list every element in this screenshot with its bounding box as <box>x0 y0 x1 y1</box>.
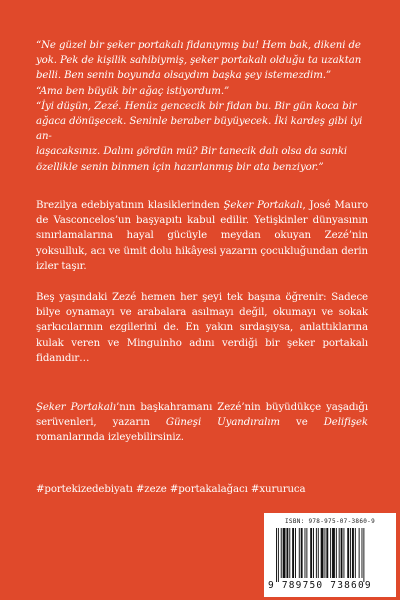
ean-digits: 9 789750 738609 <box>268 580 372 591</box>
barcode-icon <box>276 528 384 582</box>
description-paragraph-2 <box>36 290 368 366</box>
paragraph-text: ’nın başkahramanı Zezé’nin büyüdükçe yaşadığı serüvenleri, yazarın <box>36 402 368 429</box>
paragraph-text: Beş yaşındaki Zezé hemen her şeyi tek başına öğrenir: Sadece bilye oynamayı ve arabalara asılmayı değil, okumayı ve sokak şarkıcılarının ezgilerini de. En yakın sırdaşıysa, anlattıklarına kulak veren ve Minguinho adını verdiği bir şeker portakalı fidanıdır… <box>36 292 368 364</box>
paragraph-text: romanlarında izleyebilirsiniz. <box>36 432 184 444</box>
quote-block <box>36 38 368 175</box>
description-paragraph-3 <box>36 400 368 446</box>
quote-line: “Ne güzel bir şeker portakalı fidanıymış bu! Hem bak, dikeni de <box>36 40 361 51</box>
isbn-text: ISBN: 978-975-07-3860-9 <box>285 518 375 525</box>
hashtags: #portekizedebiyatı #zeze #portakalağacı #xururuca <box>36 484 306 495</box>
quote-line: “İyi düşün, Zezé. Henüz gencecik bir fidan bu. Bir gün koca bir <box>36 100 357 112</box>
quote-line: belli. Ben senin boyunda olsaydım başka şey istemezdim.” <box>36 70 331 82</box>
book-title: Güneşi Uyandıralım <box>165 417 280 429</box>
book-title: Şeker Portakalı <box>36 402 117 413</box>
barcode-label <box>264 513 396 597</box>
book-title: Delifişek <box>323 417 368 429</box>
quote-line: ağaca dönüşecek. Seninle beraber büyüyecek. İki kardeş gibi iyi an- <box>36 116 363 143</box>
quote-line: laşacaksınız. Dalını gördün mü? Bir tanecik dalı olsa da sanki <box>36 146 348 158</box>
paragraph-text: ve <box>279 417 324 429</box>
quote-line: “Ama ben büyük bir ağaç istiyordum.” <box>36 85 230 97</box>
book-title: Şeker Portakalı <box>223 200 303 211</box>
paragraph-text: Brezilya edebiyatının klasiklerinden <box>36 200 224 211</box>
paragraph-text: , José Mauro de Vasconcelos’un başyapıtı kabul edilir. Yetişkinler dünyasının sınırlamalarına hayal gücüyle meydan okuyan Zezé’nin yoksulluk, acı ve ümit dolu hikâyesi yazarın çocukluğundan derin izler taşır. <box>36 200 368 272</box>
description-paragraph-1 <box>36 198 368 274</box>
quote-line: yok. Pek de kişilik sahibiymiş, şeker portakalı olduğu ta uzaktan <box>36 55 362 67</box>
quote-line: özellikle senin binmen için hazırlanmış bir ata benziyor.” <box>36 161 324 173</box>
